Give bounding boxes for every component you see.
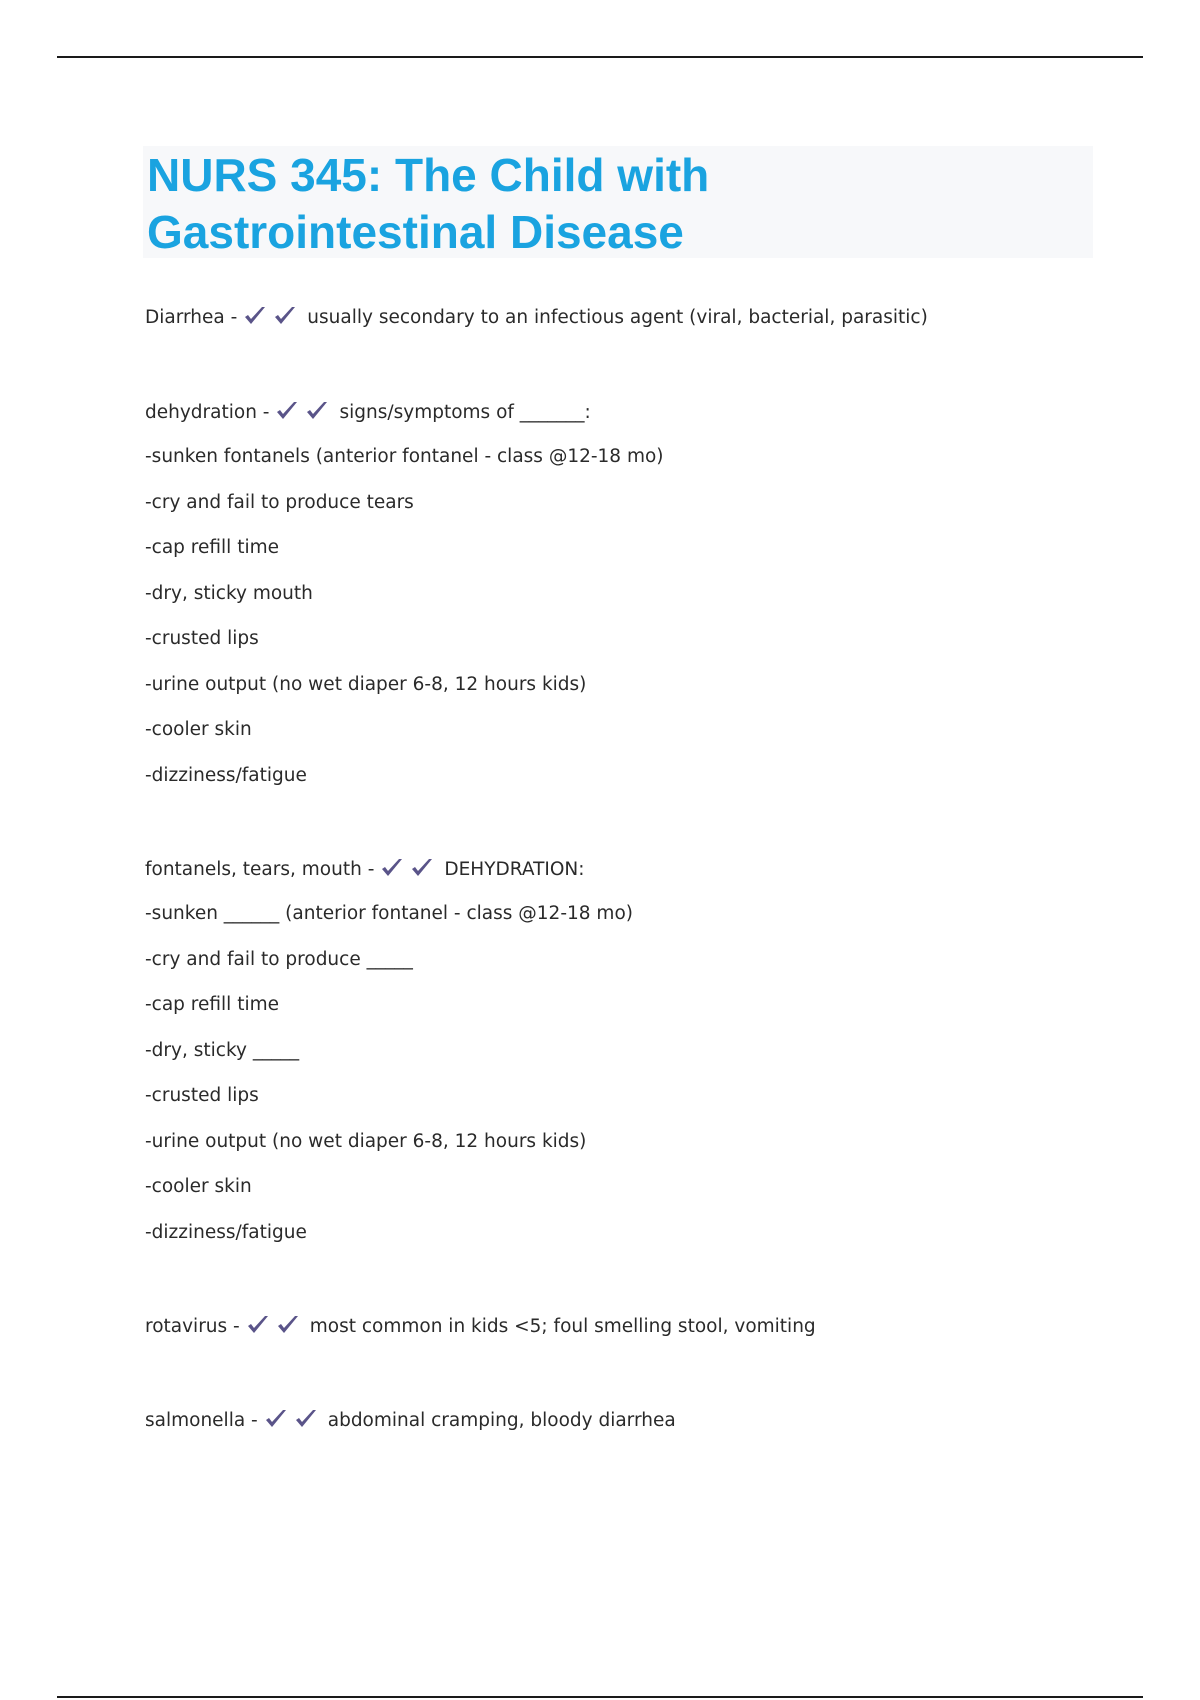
checkmark-icon xyxy=(410,857,434,879)
entry-definition: abdominal cramping, bloody diarrhea xyxy=(327,1410,676,1431)
entry-definition: signs/symptoms of _______: xyxy=(339,402,591,423)
top-rule xyxy=(57,56,1143,58)
entry-term: salmonella - xyxy=(145,1410,258,1431)
double-check xyxy=(243,305,303,334)
checkmark-icon xyxy=(294,1408,318,1430)
double-check xyxy=(246,1314,306,1343)
list-item: -cry and fail to produce tears xyxy=(145,492,414,513)
list-item: -cooler skin xyxy=(145,1176,252,1197)
list-item: -cap refill time xyxy=(145,537,279,558)
list-item: -urine output (no wet diaper 6-8, 12 hours kids) xyxy=(145,674,587,695)
title-banner xyxy=(143,146,1093,258)
title-line-1: NURS 345: The Child with xyxy=(147,149,710,201)
double-check xyxy=(275,400,335,429)
list-item: -crusted lips xyxy=(145,1085,259,1106)
checkmark-icon xyxy=(276,1314,300,1336)
entry-term: fontanels, tears, mouth - xyxy=(145,859,375,880)
list-item: -dizziness/fatigue xyxy=(145,765,307,786)
double-check xyxy=(380,857,440,886)
double-check xyxy=(264,1408,324,1437)
entry-salmonella xyxy=(145,1408,676,1437)
entry-term: rotavirus - xyxy=(145,1316,240,1337)
list-item: -crusted lips xyxy=(145,628,259,649)
list-item: -dry, sticky mouth xyxy=(145,583,313,604)
list-item: -cooler skin xyxy=(145,719,252,740)
checkmark-icon xyxy=(243,305,267,327)
entry-rotavirus xyxy=(145,1314,816,1343)
checkmark-icon xyxy=(246,1314,270,1336)
page-title xyxy=(147,146,1093,261)
checkmark-icon xyxy=(264,1408,288,1430)
checkmark-icon xyxy=(273,305,297,327)
entry-term: dehydration - xyxy=(145,402,270,423)
title-line-2: Gastrointestinal Disease xyxy=(147,206,684,258)
list-item: -dizziness/fatigue xyxy=(145,1222,307,1243)
list-item: -urine output (no wet diaper 6-8, 12 hours kids) xyxy=(145,1131,587,1152)
entry-dehydration xyxy=(145,400,591,429)
checkmark-icon xyxy=(275,400,299,422)
entry-definition: DEHYDRATION: xyxy=(444,859,585,880)
list-item: -sunken fontanels (anterior fontanel - class @12-18 mo) xyxy=(145,446,664,467)
entry-fontanels-tears-mouth xyxy=(145,857,584,886)
bottom-rule xyxy=(57,1696,1143,1698)
list-item: -sunken ______ (anterior fontanel - class @12-18 mo) xyxy=(145,903,633,924)
entry-definition: usually secondary to an infectious agent (viral, bacterial, parasitic) xyxy=(307,307,928,328)
entry-term: Diarrhea - xyxy=(145,307,238,328)
checkmark-icon xyxy=(305,400,329,422)
checkmark-icon xyxy=(380,857,404,879)
entry-diarrhea xyxy=(145,305,928,334)
entry-definition: most common in kids <5; foul smelling stool, vomiting xyxy=(309,1316,816,1337)
list-item: -cap refill time xyxy=(145,994,279,1015)
list-item: -dry, sticky _____ xyxy=(145,1040,300,1061)
list-item: -cry and fail to produce _____ xyxy=(145,949,413,970)
